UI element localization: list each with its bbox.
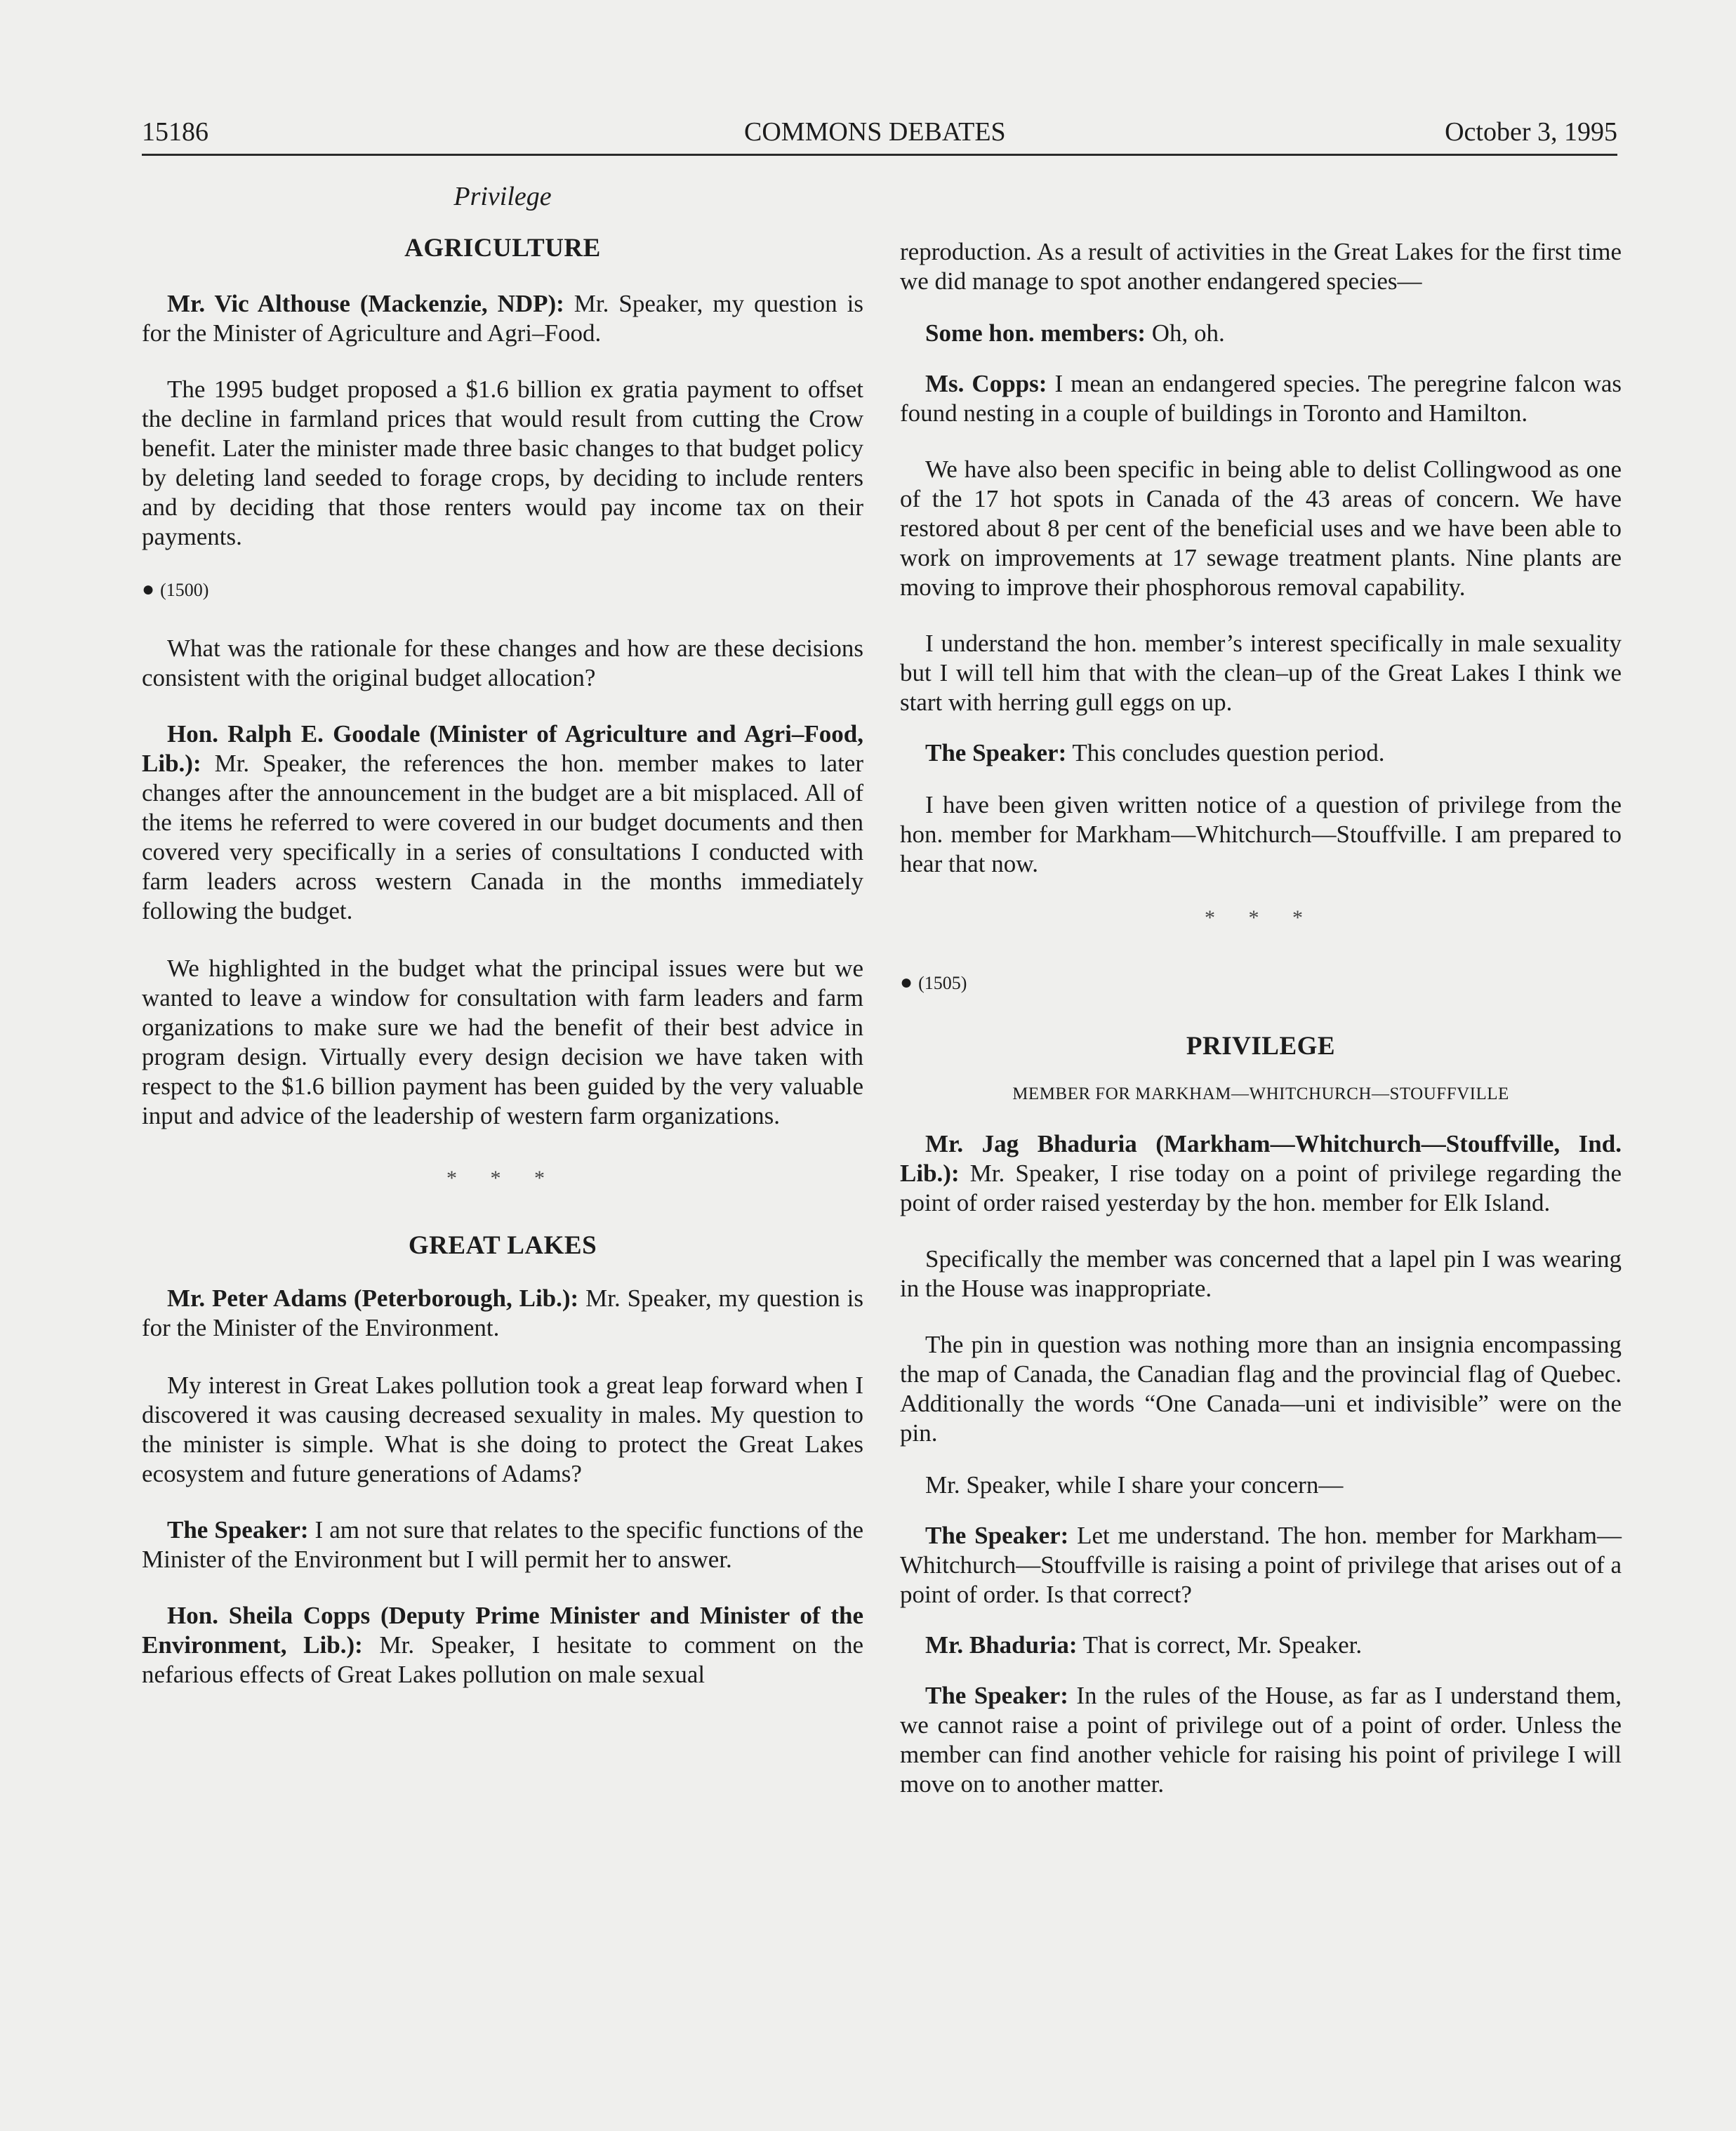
paragraph: We have also been specific in being able to delist Collingwood as one of the 17 hot spots in Canada of the 43 areas of concern. We have restored about 8 per cent of the beneficial uses and we have been able to work on improvements at 17 sewage treatment plants. Nine plants are moving to improve their phosphorous removal capability. — [900, 456, 1622, 601]
speech-text: That is correct, Mr. Speaker. — [1077, 1631, 1363, 1659]
paragraph — [900, 1631, 1622, 1660]
running-header — [142, 112, 1617, 152]
speaker-name: Some hon. members: — [925, 319, 1146, 347]
paragraph — [142, 1601, 863, 1689]
page-number: 15186 — [142, 117, 208, 147]
paragraph — [900, 319, 1622, 348]
speaker-name: Mr. Bhaduria: — [925, 1631, 1078, 1659]
paragraph — [142, 1284, 863, 1343]
paragraph — [900, 1129, 1622, 1218]
speech-text: Mr. Speaker, I hesitate to comment on the nefarious effects of Great Lakes pollution on male sexual — [142, 1631, 863, 1688]
speech-text: Oh, oh. — [1146, 319, 1225, 347]
section-divider: * * * — [1205, 906, 1317, 929]
speech-text: Mr. Speaker, my question is for the Minister of the Environment. — [142, 1284, 863, 1341]
section-rubric: Privilege — [453, 182, 552, 211]
publication-title: COMMONS DEBATES — [744, 117, 1006, 147]
speaker-name: Hon. Sheila Copps (Deputy Prime Minister and Minister of the Environment, Lib.): — [142, 1602, 863, 1659]
publication-date: October 3, 1995 — [1445, 117, 1617, 147]
paragraph: We highlighted in the budget what the principal issues were but we wanted to leave a window for consultation with farm leaders and farm organizations to make sure we had the benefit of their best advice in program design. Virtually every design decision we have taken with respect to the $1.6 billion payment has been guided by the very valuable input and advice of the leadership of western farm organizations. — [142, 955, 863, 1129]
paragraph — [900, 1521, 1622, 1609]
speech-text: Mr. Speaker, the references the hon. member makes to later changes after the announcement in the budget are a bit misplaced. All of the items he referred to were covered in our budget documents and then covered very specifically in a series of consultations I conducted with farm leaders across western Canada in the months immediately following the budget. — [142, 750, 863, 924]
speech-text: I am not sure that relates to the specific functions of the Minister of the Environment but I will permit her to answer. — [142, 1516, 864, 1573]
paragraph: Specifically the member was concerned that a lapel pin I was wearing in the House was inappropriate. — [900, 1245, 1622, 1302]
time-marker: ● (1505) — [900, 971, 967, 994]
speech-text: In the rules of the House, as far as I understand them, we cannot raise a point of privilege out of a point of order. Unless the member can find another vehicle for raising his point of privilege I will move on to another matter. — [900, 1682, 1622, 1798]
speech-text: Let me understand. The hon. member for Markham—Whitchurch—Stouffville is raising a point of privilege that arises out of a point of order. Is that correct? — [900, 1522, 1622, 1608]
paragraph: I understand the hon. member’s interest specifically in male sexuality but I will tell him that with the clean–up of the Great Lakes I think we start with herring gull eggs on up. — [900, 630, 1622, 716]
heading-agriculture: AGRICULTURE — [404, 234, 601, 263]
speech-text: Mr. Speaker, I rise today on a point of privilege regarding the point of order raised yesterday by the hon. member for Elk Island. — [900, 1160, 1622, 1216]
paragraph: Mr. Speaker, while I share your concern— — [925, 1471, 1344, 1499]
subheading-member: MEMBER FOR MARKHAM—WHITCHURCH—STOUFFVILLE — [1012, 1084, 1509, 1103]
paragraph — [142, 1515, 863, 1574]
speech-text: This concludes question period. — [1066, 739, 1385, 766]
speaker-name: Mr. Peter Adams (Peterborough, Lib.): — [167, 1284, 579, 1312]
paragraph: reproduction. As a result of activities in the Great Lakes for the first time we did manage to spot another endangered species— — [900, 238, 1622, 295]
speaker-name: Mr. Jag Bhaduria (Markham—Whitchurch—Stouffville, Ind. Lib.): — [900, 1130, 1622, 1187]
speaker-name: Ms. Copps: — [925, 370, 1047, 397]
heading-great-lakes: GREAT LAKES — [408, 1231, 597, 1260]
paragraph — [900, 369, 1622, 428]
speaker-name: The Speaker: — [167, 1516, 309, 1544]
paragraph: The 1995 budget proposed a $1.6 billion ex gratia payment to offset the decline in farmland prices that would result from cutting the Crow benefit. Later the minister made three basic changes to that budget policy by deleting land seeded to forage crops, by deciding to include renters and by deciding that those renters would pay income tax on their payments. — [142, 376, 863, 550]
paragraph: What was the rationale for these changes and how are these decisions consistent with the original budget allocation? — [142, 635, 863, 691]
heading-privilege: PRIVILEGE — [1186, 1032, 1336, 1061]
speaker-name: The Speaker: — [925, 1682, 1068, 1709]
paragraph: I have been given written notice of a question of privilege from the hon. member for Markham—Whitchurch—Stouffville. I am prepared to hear that now. — [900, 791, 1622, 877]
speech-text: Mr. Speaker, my question is for the Minister of Agriculture and Agri–Food. — [142, 290, 863, 347]
header-rule — [142, 154, 1617, 156]
bullet-icon: ● — [900, 971, 913, 994]
bullet-icon: ● — [142, 578, 155, 601]
section-divider: * * * — [446, 1167, 559, 1190]
speaker-name: The Speaker: — [925, 739, 1067, 766]
speaker-name: Mr. Vic Althouse (Mackenzie, NDP): — [167, 290, 564, 317]
paragraph: The pin in question was nothing more than an insignia encompassing the map of Canada, the Canadian flag and the provincial flag of Quebec. Additionally the words “One Canada—uni et indivisible” were on the pin. — [900, 1331, 1622, 1447]
speaker-name: Hon. Ralph E. Goodale (Minister of Agriculture and Agri–Food, Lib.): — [142, 720, 863, 777]
paragraph — [900, 1681, 1622, 1799]
right-column — [900, 237, 1622, 1799]
speaker-name: The Speaker: — [925, 1522, 1069, 1549]
paragraph — [900, 738, 1622, 768]
paragraph — [142, 289, 863, 348]
paragraph — [142, 719, 863, 926]
left-column — [142, 232, 863, 1689]
speech-text: I mean an endangered species. The peregrine falcon was found nesting in a couple of buildings in Toronto and Hamilton. — [900, 370, 1622, 427]
paragraph: My interest in Great Lakes pollution took a great leap forward when I discovered it was causing decreased sexuality in males. My question to the minister is simple. What is she doing to protect the Great Lakes ecosystem and future generations of Adams? — [142, 1372, 863, 1487]
time-marker: ● (1500) — [142, 578, 209, 601]
